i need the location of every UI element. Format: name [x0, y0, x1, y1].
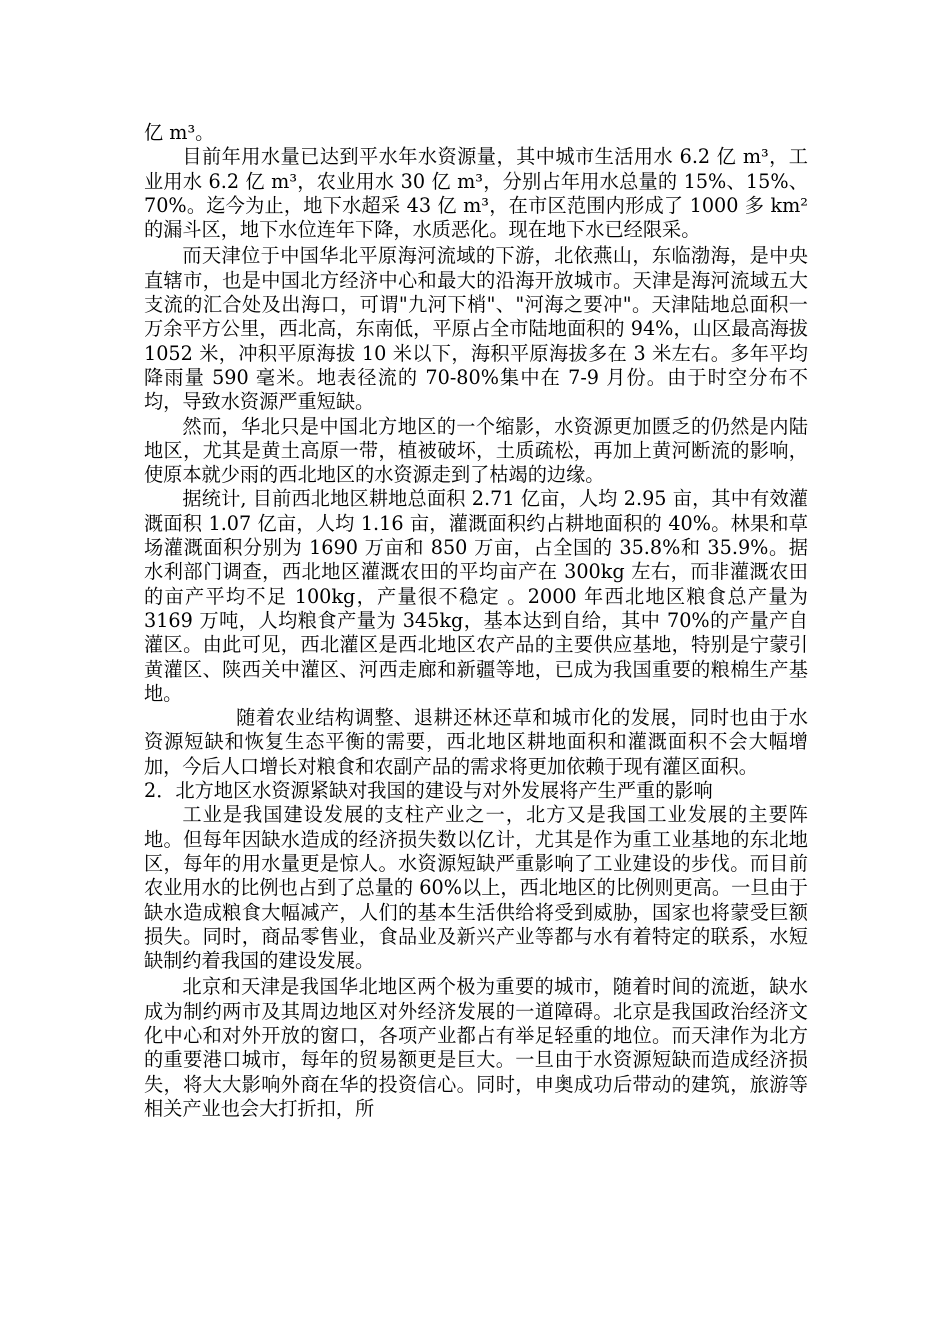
paragraph-tianjin-geography: 而天津位于中国华北平原海河流域的下游，北依燕山，东临渤海，是中央直辖市，也是中国北方经济中心和最大的沿海开放城市。天津是海河流域五大支流的汇合处及出海口，可谓"九河下梢"、"河海之要冲"。天津陆地总面积一万余平方公里，西北高，东南低，平原占全市陆地面积的 94%，山区最高海拔 1052 米，冲积平原海拔 10 米以下，海积平原海拔多在 3 米左右。多年平均降雨量 590 毫米。地表径流的 70-80%集中在 7-9 月份。由于时空分布不均，导致水资源严重短缺。 — [144, 244, 808, 414]
paragraph-beijing-tianjin: 北京和天津是我国华北地区两个极为重要的城市，随着时间的流逝，缺水成为制约两市及其周边地区对外经济发展的一道障碍。北京是我国政治经济文化中心和对外开放的窗口，各项产业都占有举足轻重的地位。而天津作为北方的重要港口城市，每年的贸易额更是巨大。一旦由于水资源短缺而造成经济损失，将大大影响外商在华的投资信心。同时，申奥成功后带动的建筑，旅游等相关产业也会大打折扣，所 — [144, 975, 808, 1120]
paragraph-agriculture-adjustment: 随着农业结构调整、退耕还林还草和城市化的发展，同时也由于水资源短缺和恢复生态平衡的需要，西北地区耕地面积和灌溉面积不会大幅增加，今后人口增长对粮食和农副产品的需求将更加依赖于现有灌区面积。 — [144, 706, 808, 778]
document-page — [144, 121, 808, 1121]
section-heading: 2．北方地区水资源紧缺对我国的建设与对外发展将产生严重的影响 — [144, 779, 713, 803]
paragraph-northwest-scarcity: 然而，华北只是中国北方地区的一个缩影，水资源更加匮乏的仍然是内陆地区，尤其是黄土高原一带，植被破坏，土质疏松，再加上黄河断流的影响，使原本就少雨的西北地区的水资源走到了枯竭的边缘。 — [144, 414, 808, 487]
paragraph-industry-impact: 工业是我国建设发展的支柱产业之一，北方又是我国工业发展的主要阵地。但每年因缺水造成的经济损失数以亿计，尤其是作为重工业基地的东北地区，每年的用水量更是惊人。水资源短缺严重影响了工业建设的步伐。而目前农业用水的比例也占到了总量的 60%以上，西北地区的比例则更高。一旦由于缺水造成粮食大幅减产，人们的基本生活供给将受到威胁，国家也将蒙受巨额损失。同时，商品零售业，食品业及新兴产业等都与水有着特定的联系，水短缺制约着我国的建设发展。 — [144, 803, 808, 973]
paragraph-continuation: 亿 m³。 — [144, 121, 215, 144]
paragraph-beijing-water-use: 目前年用水量已达到平水年水资源量，其中城市生活用水 6.2 亿 m³，工业用水 6.2 亿 m³，农业用水 30 亿 m³，分别占年用水总量的 15%、15%、70%。迄今为止，地下水超采 43 亿 m³，在市区范围内形成了 1000 多 km²的漏斗区，地下水位连年下降，水质恶化。现在地下水已经限采。 — [144, 145, 808, 242]
paragraph-northwest-statistics: 据统计, 目前西北地区耕地总面积 2.71 亿亩，人均 2.95 亩，其中有效灌溉面积 1.07 亿亩，人均 1.16 亩，灌溉面积约占耕地面积的 40%。林果和草场灌溉面积分别为 1690 万亩和 850 万亩，占全国的 35.8%和 35.9%。据水利部门调查，西北地区灌溉农田的平均亩产在 300kg 左右，而非灌溉农田的亩产平均不足 100kg，产量很不稳定 。2000 年西北地区粮食总产量为 3169 万吨，人均粮食产量为 345kg，基本达到自给，其中 70%的产量产自灌区。由此可见，西北灌区是西北地区农产品的主要供应基地，特别是宁蒙引黄灌区、陕西关中灌区、河西走廊和新疆等地，已成为我国重要的粮棉生产基地。 — [144, 487, 808, 705]
